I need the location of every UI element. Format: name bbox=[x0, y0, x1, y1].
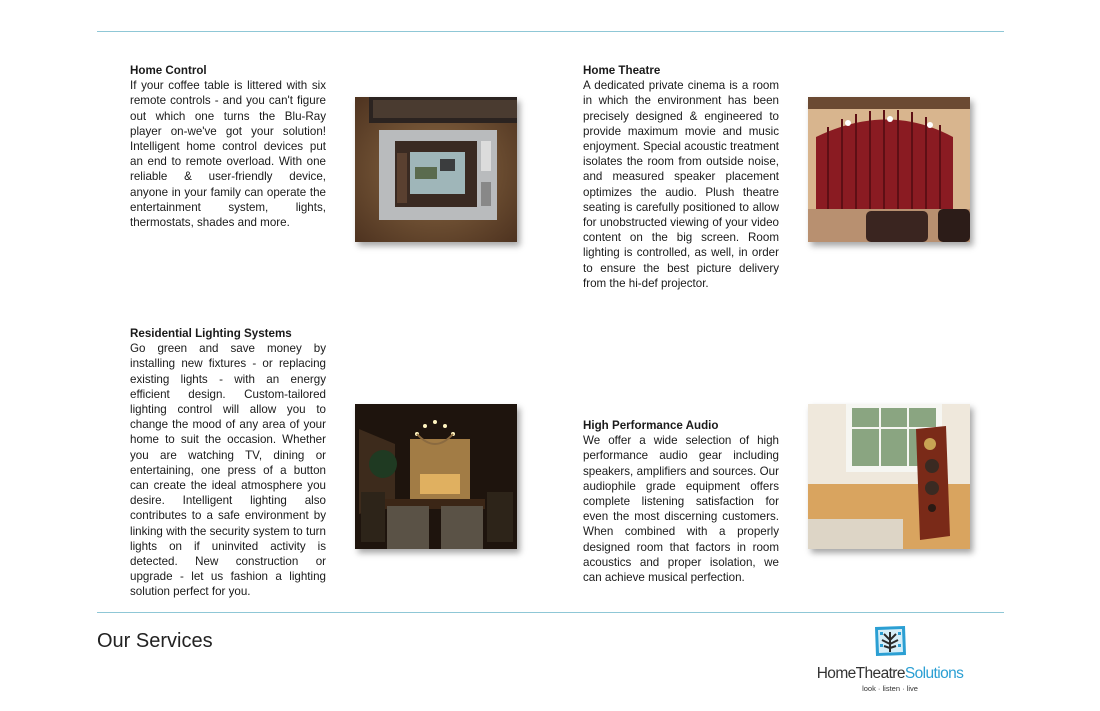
home-theatre-image bbox=[808, 97, 970, 242]
top-divider bbox=[97, 31, 1004, 32]
logo-name-part1: HomeTheatre bbox=[816, 665, 905, 682]
section-heading: Home Control bbox=[130, 64, 207, 77]
company-logo bbox=[806, 624, 974, 693]
section-body: We offer a wide selection of high performance audio gear including speakers, amplifiers and sources. Our audiophile grade equipment offers complete listening satisfaction for even the most discerning customers. When combined with a properly designed room that factors in room acoustics and proper isolation, we can achieve musical perfection. bbox=[583, 434, 779, 585]
logo-wordmark bbox=[806, 665, 974, 683]
section-body: A dedicated private cinema is a room in which the environment has been precisely designed & engineered to provide maximum movie and music enjoyment. Special acoustic treatment isolates the room from outside noise, and measured speaker placement optimizes the audio. Plush theatre seating is carefully positioned to allow for unobstructed viewing of your video content on the big screen. Room lighting is controlled, as well, in order to ensure the best picture delivery from the hi-def projector. bbox=[583, 79, 779, 290]
section-body: Go green and save money by installing new fixtures - or replacing existing lights - with an energy efficient design. Custom-tailored lighting control will allow you to change the mood of any area of your home to suit the occasion. Whether you are watching TV, dining or entertaining, one press of a button can create the ideal atmosphere you desire. Intelligent lighting also contributes to a safe environment by linking with the security system to turn lights on if uninvited activity is detected. New construction or upgrade - let us fashion a lighting solution perfect for you. bbox=[130, 342, 326, 599]
section-heading: Residential Lighting Systems bbox=[130, 327, 292, 340]
section-home-theatre bbox=[583, 63, 779, 291]
residential-lighting-image bbox=[355, 404, 517, 549]
bottom-divider bbox=[97, 612, 1004, 613]
high-performance-audio-image bbox=[808, 404, 970, 549]
section-heading: Home Theatre bbox=[583, 64, 661, 77]
section-residential-lighting bbox=[130, 326, 326, 600]
section-high-performance-audio bbox=[583, 418, 779, 585]
logo-name-part2: Solutions bbox=[904, 665, 964, 682]
logo-tagline: look · listen · live bbox=[862, 684, 918, 693]
section-home-control bbox=[130, 63, 326, 230]
section-body: If your coffee table is littered with six remote controls - and you can't figure out which one turns the Blu-Ray player on-we've got your solution! Intelligent home control devices put an end to remote overload. With one reliable & user-friendly device, anyone in your family can operate the entertainment system, lights, thermostats, shades and more. bbox=[130, 79, 326, 230]
section-heading: High Performance Audio bbox=[583, 419, 719, 432]
tree-logo-icon bbox=[872, 624, 908, 658]
home-control-image bbox=[355, 97, 517, 242]
page-title: Our Services bbox=[97, 630, 213, 652]
